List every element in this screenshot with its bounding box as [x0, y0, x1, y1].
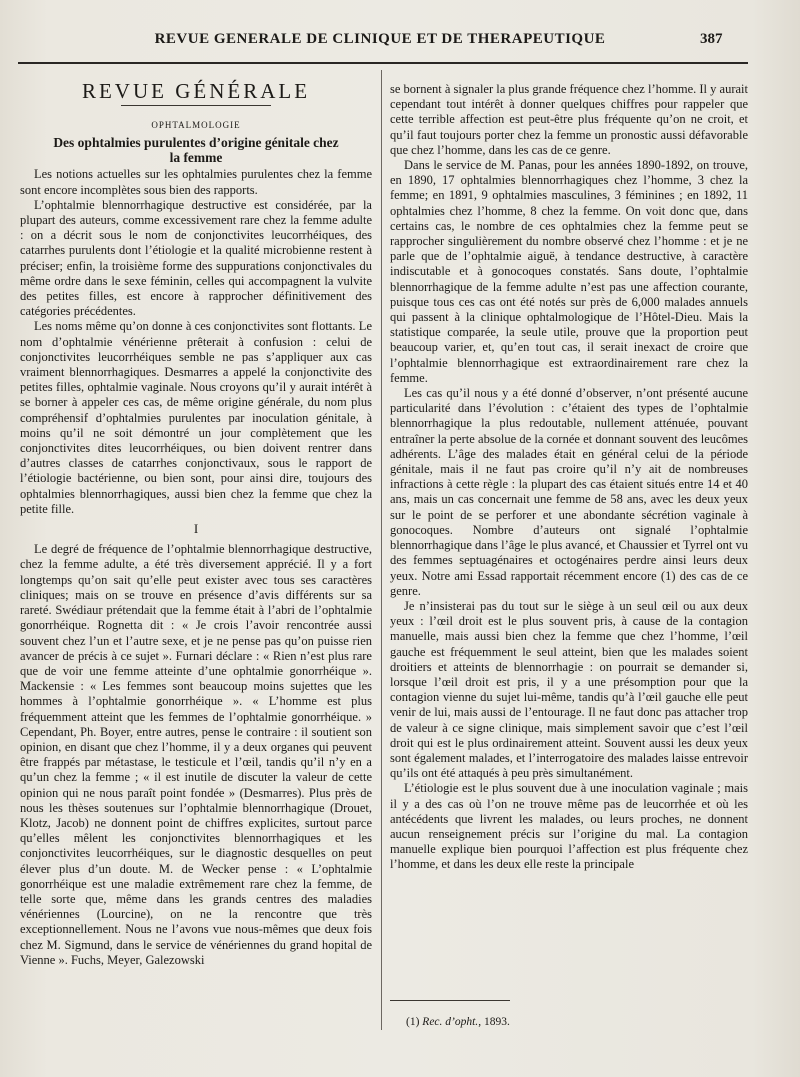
paragraph: Les cas qu’il nous y a été donné d’observer, n’ont présenté aucune particularité dans l’évolution : c’étaient des types de l’ophtalmie blennorrhagique la plus redoutable, nullement atténuée, pouvant entraîner la perte absolue de la cornée et donnant souvent des leucômes adhérents. L’âge des malades était en général celui de la période génitale, mais il ne faut pas croire qu’il n’y ait de nombreuses infractions à cette règle : la plupart des cas étaient situés entre 14 et 40 ans, mais un cas concernait une femme de 58 ans, avec les deux yeux sur le point de se perforer et une abondante sécrétion vaginale à gonocoques. Nombre d’auteurs ont signalé l’ophtalmie blennorrhagique dans l’âge le plus avancé, et Chaussier et Tyrrel ont vu des femmes septuagénaires et octogénaires perdre ainsi leurs deux yeux. Notre ami Essad rapportait récemment encore (1) des cas de ce genre. — [390, 386, 748, 598]
paragraph: L’étiologie est le plus souvent due à une inoculation vaginale ; mais il y a des cas où l’on ne trouve même pas de leucorrhée et où les antécédents que livrent les malades, ou leurs proches, ne donnent aucun renseignement précis sur l’origine du mal. La contagion manuelle explique bien pourquoi l’affection est plus fréquente chez l’homme, et dans les deux elle reste la principale — [390, 781, 748, 872]
paragraph: Les notions actuelles sur les ophtalmies purulentes chez la femme sont encore incomplètes sous bien des rapports. — [20, 167, 372, 197]
paragraph: L’ophtalmie blennorrhagique destructive est considérée, par la plupart des auteurs, comme excessivement rare chez la femme adulte : on a décrit sous le nom de conjonctivites leucorrhéiques, des catarrhes purulents dont l’étiologie et la qualité microbienne restent à préciser; enfin, la troisième forme des suppurations conjonctivales du même ordre dans le sexe féminin, celles qui accompagnent la vulvite des petites filles, est encore à rapprocher définitivement des catégories précédentes. — [20, 197, 372, 319]
left-column — [20, 78, 372, 968]
section-title-rule — [121, 105, 271, 106]
running-title: REVUE GENERALE DE CLINIQUE ET DE THERAPEUTIQUE — [154, 31, 606, 47]
footnote — [406, 1016, 510, 1028]
article-title: Des ophtalmies purulentes d’origine génitale chez la femme — [53, 135, 339, 166]
footnote-source: Rec. d’opht. — [422, 1016, 479, 1028]
chapter-numeral: I — [193, 521, 199, 537]
column-divider — [381, 70, 382, 1030]
page-number: 387 — [700, 31, 723, 47]
right-column — [390, 82, 748, 873]
footnote-rule — [390, 1000, 510, 1001]
section-title: REVUE GÉNÉRALE — [81, 79, 311, 103]
footnote-marker: (1) — [406, 1016, 420, 1028]
paragraph: Je n’insisterai pas du tout sur le siège à un seul œil ou aux deux yeux : l’œil droit est le plus souvent pris, à cause de la contagion manuelle, mais aussi bien chez la femme que chez l’homme, l’œil gauche est fréquemment le seul atteint, bien que les malades soient droitiers et atteints de blennorrhagie : on pourrait se demander si, lorsque l’œil droit est pris, il y a une présomption pour que la contagion vienne du sujet lui-même, tandis qu’à l’œil gauche elle peut venir de lui, mais aussi de l’entourage. Il ne faut donc pas attacher trop de valeur à ce signe clinique, mais simplement savoir que c’est l’œil droit qui est le plus ordinairement atteint. Souvent aussi les deux yeux sont également malades, et l’interrogatoire des malades laisse entrevoir qu’ils ont été attaqués à peu près simultanément. — [390, 598, 748, 781]
header-rule — [18, 62, 748, 64]
footnote-year: , 1893. — [478, 1016, 510, 1028]
paragraph: Dans le service de M. Panas, pour les années 1890-1892, on trouve, en 1890, 17 ophtalmies blennorrhagiques chez l’homme, 3 chez la femme; en 1891, 9 ophtalmies masculines, 3 féminines ; en 1892, 11 ophtalmies chez l’homme, 8 chez la femme. On voit donc que, dans certains cas, le nombre de ces ophtalmies chez la femme peut se rapprocher singulièrement du nombre observé chez l’homme : et je ne parle que de l’ophtalmie aiguë, à tendance destructive, à caractère indiscutable et à gonocoques constatés. Sans doute, l’ophtalmie blennorrhagique de la femme adulte n’est pas une affection courante, puisque tous ces cas ont été notés sur près de 6,000 malades annuels qui passent à la clinique ophtalmologique de l’Hôtel-Dieu. Mais la statistique comparée, la seule utile, prouve que la proportion peut beaucoup varier, et, qu’en tout cas, il serait inexact de croire que l’ophtalmie blennorrhagique est extraordinairement rare chez la femme. — [390, 158, 748, 385]
paragraph: se bornent à signaler la plus grande fréquence chez l’homme. Il y aurait cependant tout intérêt à donner quelques chiffres pour rappeler que cette terrible affection est peut-être plus fréquente qu’on ne croit, et qu’il faut toujours porter chez la femme un pronostic aussi défavorable que chez l’homme, dans les cas de ce genre. — [390, 82, 748, 157]
paragraph: Les noms même qu’on donne à ces conjonctivites sont flottants. Le nom d’ophtalmie vénérienne prêterait à confusion : celui de conjonctivites leucorrhéiques semble ne pas s’appliquer aux cas vraiment blennorrhagiques. Desmarres a appelé la conjonctivite des petites filles, ophtalmie vaginale. Nous croyons qu’il y aurait intérêt à se borner à appeler ces cas, de même origine générale, du nom plus compréhensif d’ophtalmies purulentes par inoculation génitale, à moins qu’il ne soit démontré un jour complètement que les conjonctivites dites leucorrhéiques, ou bien doivent rentrer dans d’autres classes de catarrhes conjonctivaux, sous le rapport de l’étiologie bactérienne, ou bien sont, pour ainsi dire, toujours des ophtalmies blennorrhagiques, aussi bien chez la femme que chez la petite fille. — [20, 319, 372, 516]
paragraph: Le degré de fréquence de l’ophtalmie blennorrhagique destructive, chez la femme adulte, a été très diversement apprécié. Il y a fort longtemps qu’on sait qu’elle peut exister avec tous ses caractères cliniques; mais on se trouve en présence d’avis différents sur sa rareté. Swédiaur prétendait que la femme était à l’abri de l’ophtalmie gonorrhéique. Rognetta dit : « Je crois l’avoir rencontrée aussi souvent chez l’un et l’autre sexe, et je ne pense pas qu’on puisse rien avancer de précis à ce sujet ». Furnari déclare : « Rien n’est plus rare que de voir une femme atteinte d’une ophtalmie gonorrhéique ». Mackensie : « Les femmes sont beaucoup moins sujettes que les hommes à l’ophtalmie gonorrhéique ». « L’homme est plus fréquemment atteint que les femmes de l’ophtalmie gonorrhéique. » Cependant, Ph. Boyer, entre autres, pense le contraire : il soutient son opinion, en disant que chez l’homme, il y a deux organes qui peuvent être frappés par métastase, le testicule et l’œil, tandis qu’il n’y en a qu’un chez la femme ; « il est inutile de discuter la valeur de cette opinion qui ne nous paraît point fondée » (Desmarres). Plus près de nous les thèses soutenues sur l’ophtalmie blennorrhagique (Drouet, Klotz, Jacob) ne donnent point de chiffres explicites, surtout parce qu’elles mêlent les conjonctivites blennorrhagiques et les conjonctivites leucorrhéiques, sur le diagnostic desquelles on peut élever plus d’un doute. M. de Wecker pense : « L’ophtalmie gonorrhéique est une maladie extrêmement rare chez la femme, de telle sorte que, même dans les grands centres des maladies vénériennes (Lourcine), on ne la rencontre que très exceptionnellement. Nous ne l’avons vue nous-mêmes que deux fois chez M. Sigmund, dans le service de vénériennes du grand hopital de Vienne ». Fuchs, Meyer, Galezowski — [20, 542, 372, 967]
section-kicker: OPHTALMOLOGIE — [151, 120, 241, 131]
running-head — [0, 31, 800, 53]
